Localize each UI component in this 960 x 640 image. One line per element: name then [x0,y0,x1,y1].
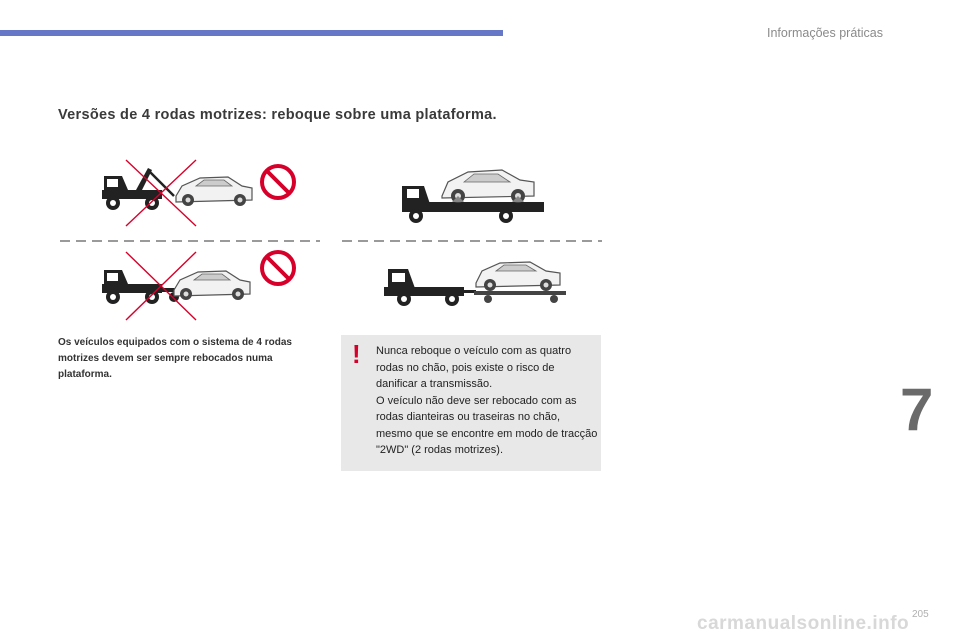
page-heading: Versões de 4 rodas motrizes: reboque sobre uma plataforma. [58,107,497,123]
tow-truck-icon [102,270,179,304]
warning-paragraph: Nunca reboque o veículo com as quatro rodas no chão, pois existe o risco de danificar a transmissão. [376,345,572,390]
warning-paragraph: O veículo não deve ser rebocado com as rodas dianteiras ou traseiras no chão, mesmo que se encontre em modo de tracção "2WD" (2 rodas motrizes). [376,394,598,456]
exclamation-icon: ! [352,339,361,369]
tow-truck-icon [384,269,476,306]
dashed-divider-left [60,238,320,244]
warning-text [376,343,598,459]
tow-truck-icon [102,168,174,210]
trailer-platform-icon [474,291,566,303]
flatbed-illustration [398,156,548,228]
prohibited-icon [258,248,298,288]
car-icon [442,170,534,203]
header-accent-bar [0,30,503,36]
watermark: carmanualsonline.info [697,613,910,634]
platform-requirement-note: Os veículos equipados com o sistema de 4 rodas motrizes devem ser sempre rebocados numa plataforma. [58,337,292,380]
section-title: Informações práticas [766,26,883,40]
trailer-illustration [380,255,570,315]
chapter-number: 7 [900,376,934,443]
dashed-divider-right [342,238,602,244]
car-icon [476,262,560,291]
car-icon [176,177,252,206]
page-number: 205 [912,609,929,620]
prohibited-icon [258,162,298,202]
car-icon [174,271,250,300]
